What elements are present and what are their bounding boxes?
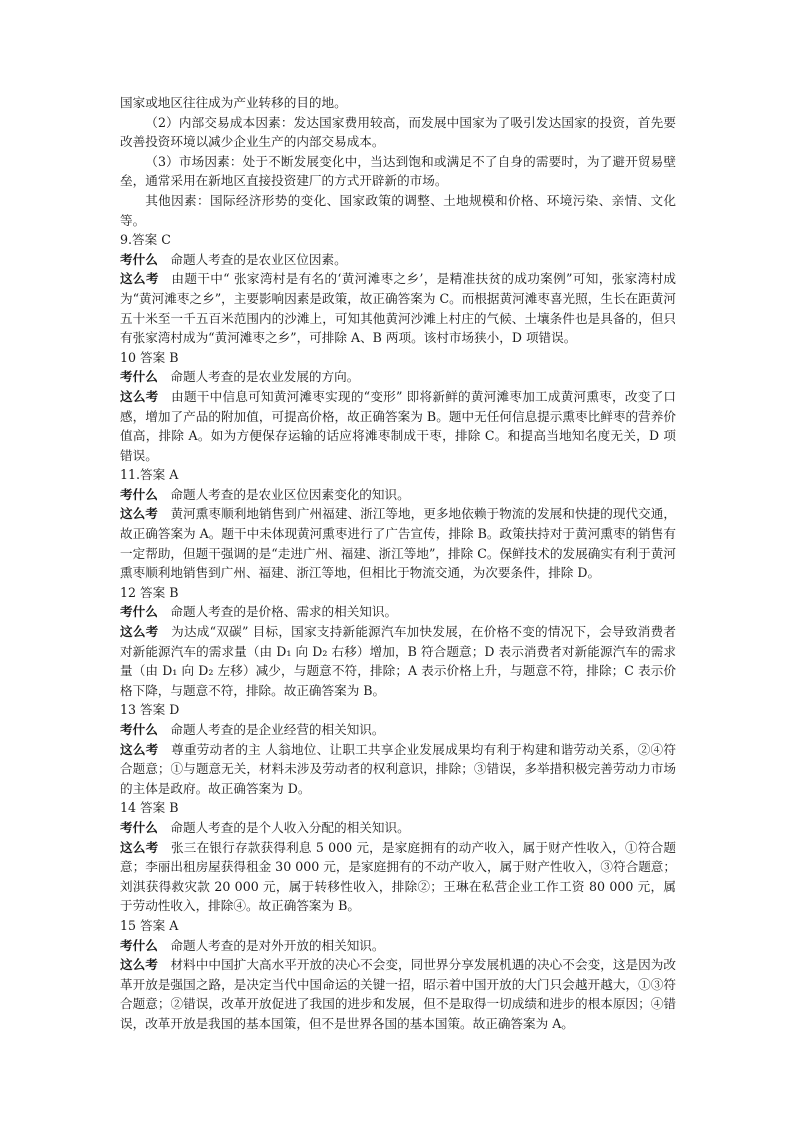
kaoshenme-row <box>120 367 676 387</box>
zhemekao-label: 这么考 <box>120 388 159 404</box>
answer-block-15 <box>120 916 676 1034</box>
kaoshenme-row <box>120 485 676 505</box>
answer-block-12 <box>120 583 676 701</box>
kaoshenme-row <box>120 720 676 740</box>
intro-paragraph-2: （2）内部交易成本因素：发达国家费用较高，而发展中国家为了吸引发达国家的投资，首先要改善投资环境以减少企业生产的内部交易成本。 <box>120 114 676 150</box>
zhemekao-row <box>120 387 676 465</box>
zhemekao-text: 材料中中国扩大高水平开放的决心不会变，同世界分享发展机遇的决心不会变，这是因为改革开放是强国之路，是决定当代中国命运的关键一招，昭示着中国开放的大门只会越开越大，①③符合题意；②错误，改革开放促进了我国的进步和发展，但不是取得一切成绩和进步的根本原因；④错误，改革开放是我国的基本国策，但不是世界各国的基本国策。故正确答案为 A。 <box>120 957 677 1031</box>
zhemekao-row <box>120 622 676 700</box>
zhemekao-row <box>120 955 676 1033</box>
answer-heading: 9.答案 C <box>120 232 171 248</box>
kaoshenme-label: 考什么 <box>120 251 158 267</box>
zhemekao-text: 黄河熏枣顺利地销售到广州福建、浙江等地，更多地依赖于物流的发展和快捷的现代交通，故正确答案为 A。题干中未体现黄河熏枣进行了广告宣传，排除 B。政策扶持对于黄河熏枣的销售有一定帮助，但题干强调的是“走进广州、福建、浙江等地”，排除 C。保鲜技术的发展确实有利于黄河熏枣顺利地销售到广州、福建、浙江等地，但相比于物流交通，为次要条件，排除 D。 <box>120 506 677 581</box>
zhemekao-label: 这么考 <box>120 624 159 640</box>
zhemekao-text: 尊重劳动者的主 人翁地位、让职工共享企业发展成果均有利于构建和谐劳动关系，②④符合题意；①与题意无关，材料未涉及劳动者的权利意识，排除；③错误，多举措积极完善劳动力市场的主体是政府。故正确答案为 D。 <box>120 741 676 796</box>
kaoshenme-text: 命题人考查的是农业区位因素变化的知识。 <box>170 486 410 502</box>
kaoshenme-label: 考什么 <box>120 604 158 620</box>
answer-block-9 <box>120 230 676 348</box>
answer-block-13 <box>120 700 676 798</box>
kaoshenme-row <box>120 936 676 956</box>
kaoshenme-text: 命题人考查的是企业经营的相关知识。 <box>170 722 385 737</box>
zhemekao-label: 这么考 <box>120 839 159 855</box>
kaoshenme-label: 考什么 <box>120 486 158 502</box>
zhemekao-row <box>120 504 676 582</box>
kaoshenme-label: 考什么 <box>120 369 158 385</box>
kaoshenme-text: 命题人考查的是农业区位因素。 <box>170 251 347 267</box>
kaoshenme-text: 命题人考查的是价格、需求的相关知识。 <box>170 604 398 620</box>
answer-heading: 10 答案 B <box>120 349 179 365</box>
intro-paragraph-other: 其他因素：国际经济形势的变化、国家政策的调整、土地规模和价格、环境污染、亲情、文化等。 <box>120 192 676 228</box>
kaoshenme-label: 考什么 <box>120 722 158 737</box>
answer-block-10 <box>120 348 676 466</box>
answer-heading: 13 答案 D <box>120 702 180 718</box>
zhemekao-label: 这么考 <box>120 957 158 973</box>
zhemekao-row <box>120 740 676 799</box>
intro-line: 国家或地区往往成为产业转移的目的地。 <box>120 95 347 110</box>
kaoshenme-label: 考什么 <box>120 937 158 953</box>
zhemekao-row <box>120 269 676 347</box>
answer-heading: 15 答案 A <box>120 917 179 933</box>
zhemekao-text: 由题干中信息可知黄河滩枣实现的“变形” 即将新鲜的黄河滩枣加工成黄河熏枣，改变了口感，增加了产品的附加值，可提高价格，故正确答案为 B。题中无任何信息提示熏枣比鲜枣的营养价值高，排除 A。如为方便保存运输的话应将滩枣制成干枣，排除 C。和提高当地知名度无关，D 项错误。 <box>120 388 676 463</box>
zhemekao-label: 这么考 <box>120 506 158 522</box>
answer-heading: 12 答案 B <box>120 584 179 600</box>
answer-block-11 <box>120 465 676 583</box>
zhemekao-text: 由题干中“ 张家湾村是有名的‘黄河滩枣之乡’，是精准扶贫的成功案例”可知，张家湾村成为“黄河滩枣之乡”，主要影响因素是政策，故正确答案为 C。而根据黄河滩枣喜光照，生长在距黄河五十米至一千五百米范围内的沙滩上，可知其他黄河沙滩上村庄的气候、土壤条件也是具备的，但只有张家湾村成为“黄河滩枣之乡”，可排除 A、B 两项。该村市场狭小，D 项错误。 <box>120 271 676 346</box>
answer-block-14 <box>120 798 676 916</box>
kaoshenme-label: 考什么 <box>120 819 158 835</box>
kaoshenme-row <box>120 818 676 838</box>
zhemekao-label: 这么考 <box>120 271 159 287</box>
answer-heading: 14 答案 B <box>120 800 179 816</box>
zhemekao-text: 为达成“双碳” 目标，国家支持新能源汽车加快发展，在价格不变的情况下，会导致消费者对新能源汽车的需求量（由 D₁ 向 D₂ 右移）增加，B 符合题意；D 表示消费者对新能源汽车的需求量（由 D₁ 向 D₂ 左移）减少，与题意不符，排除；A 表示价格上升，与题意不符，排除；C 表示价格下降，与题意不符，排除。故正确答案为 B。 <box>120 624 676 698</box>
zhemekao-label: 这么考 <box>120 741 159 757</box>
answer-page <box>120 93 676 1034</box>
zhemekao-text: 张三在银行存款获得利息 5 000 元，是家庭拥有的动产收入，属于财产性收入，①符合题意；李丽出租房屋获得租金 30 000 元，是家庭拥有的不动产收入，属于财产性收入，③符合题意；刘淇获得救灾款 20 000 元，属于转移性收入，排除②；王琳在私营企业工作工资 80 000 元，属于劳动性收入，排除④。故正确答案为 B。 <box>120 839 677 914</box>
kaoshenme-row <box>120 602 676 622</box>
answer-heading: 11.答案 A <box>120 467 179 483</box>
kaoshenme-row <box>120 250 676 270</box>
kaoshenme-text: 命题人考查的是农业发展的方向。 <box>170 369 360 385</box>
kaoshenme-text: 命题人考查的是个人收入分配的相关知识。 <box>170 819 410 835</box>
zhemekao-row <box>120 838 676 916</box>
intro-paragraph-3: （3）市场因素：处于不断发展变化中，当达到饱和或满足不了自身的需要时，为了避开贸易壁垒，通常采用在新地区直接投资建厂的方式开辟新的市场。 <box>120 153 676 189</box>
kaoshenme-text: 命题人考查的是对外开放的相关知识。 <box>170 937 385 953</box>
